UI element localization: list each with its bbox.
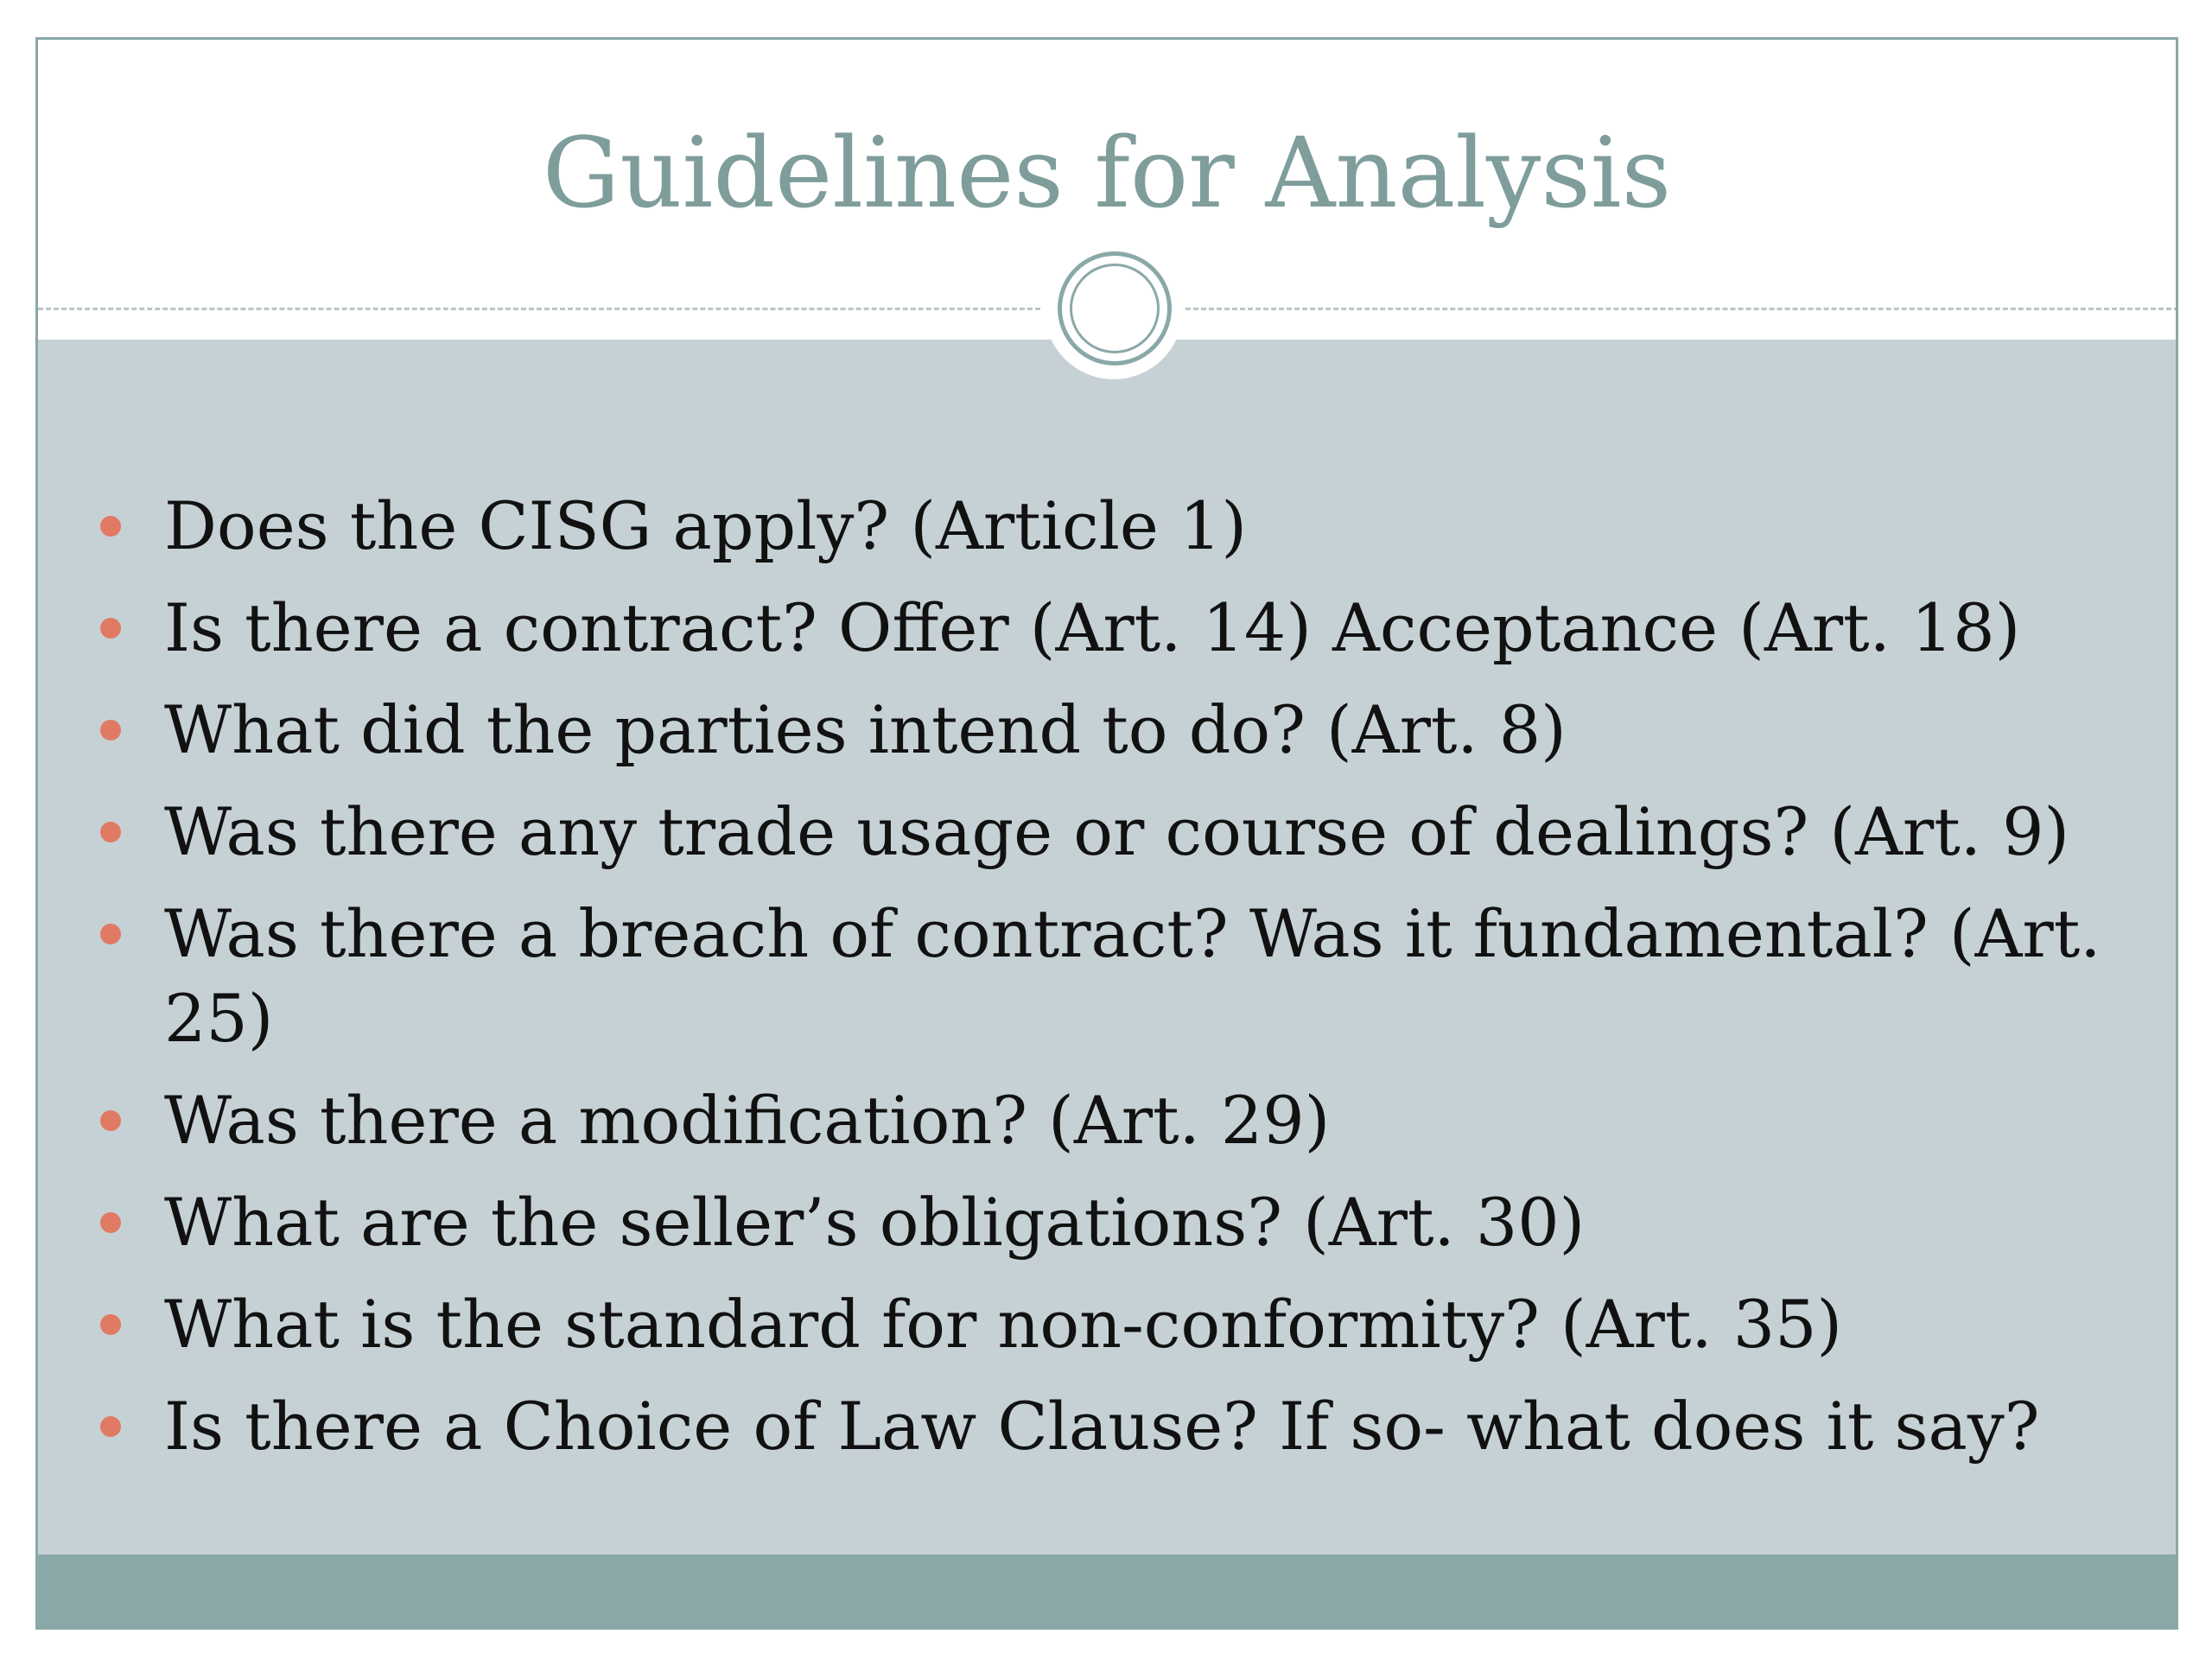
bullet-text: What did the parties intend to do? (Art. 8) (164, 691, 1567, 768)
bullet-item (38, 1282, 2176, 1367)
bullet-text: Does the CISG apply? (Article 1) (164, 487, 1248, 564)
bullet-text: What are the seller’s obligations? (Art. 30) (164, 1184, 1586, 1261)
bullet-item (38, 1078, 2176, 1163)
bullet-item (38, 586, 2176, 671)
bullet-item (38, 892, 2176, 1061)
divider-right (1185, 308, 2178, 310)
bullet-dot-icon (100, 822, 121, 842)
bullet-text: Was there a breach of contract? Was it fundamental? (Art. 25) (164, 895, 2101, 1057)
bullet-dot-icon (100, 1314, 121, 1335)
divider-left (38, 308, 1040, 310)
slide (35, 37, 2178, 1630)
bullet-dot-icon (100, 516, 121, 537)
ornament-inner-ring (1070, 264, 1160, 353)
footer-band (38, 1554, 2176, 1630)
bullet-list (38, 484, 2176, 1486)
circle-ornament-icon (1045, 241, 1183, 379)
bullet-item (38, 1384, 2176, 1469)
bullet-dot-icon (100, 1416, 121, 1437)
slide-title: Guidelines for Analysis (542, 118, 1672, 230)
bullet-text: Is there a contract? Offer (Art. 14) Acceptance (Art. 18) (164, 589, 2021, 666)
bullet-dot-icon (100, 1110, 121, 1131)
bullet-item (38, 1180, 2176, 1265)
bullet-item (38, 688, 2176, 772)
bullet-dot-icon (100, 720, 121, 741)
bullet-dot-icon (100, 1212, 121, 1233)
bullet-text: Was there any trade usage or course of dealings? (Art. 9) (164, 793, 2070, 870)
bullet-dot-icon (100, 618, 121, 639)
bullet-text: Is there a Choice of Law Clause? If so- what does it say? (164, 1388, 2040, 1465)
bullet-text: Was there a modification? (Art. 29) (164, 1082, 1331, 1159)
bullet-item (38, 484, 2176, 569)
bullet-text: What is the standard for non-conformity? (Art. 35) (164, 1286, 1843, 1363)
bullet-dot-icon (100, 924, 121, 944)
bullet-item (38, 790, 2176, 874)
